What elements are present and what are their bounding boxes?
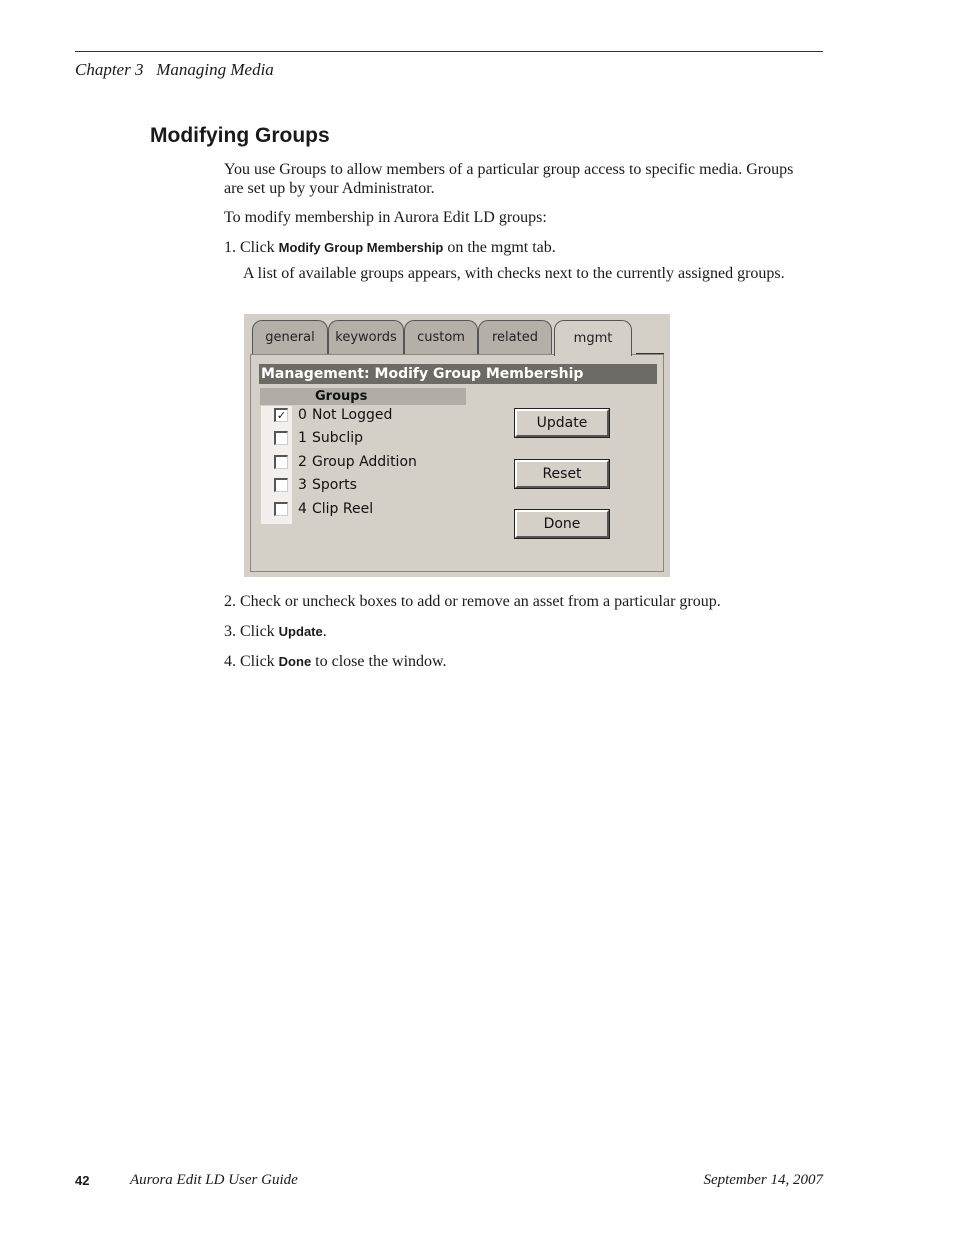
step-4	[224, 652, 804, 671]
group-row-0	[274, 405, 392, 425]
reset-button[interactable]: Reset	[515, 460, 609, 488]
step-1	[224, 238, 804, 257]
group-number: 4	[298, 501, 307, 517]
instruction-lead: To modify membership in Aurora Edit LD groups:	[224, 209, 547, 226]
step-3-suffix: .	[322, 623, 327, 640]
step-1-prefix: 1. Click	[224, 239, 279, 256]
step-1-suffix: on the mgmt tab.	[443, 239, 556, 256]
group-name: Not Logged	[312, 407, 393, 423]
done-button[interactable]: Done	[515, 510, 609, 538]
group-name: Sports	[312, 477, 357, 493]
group-row-4	[274, 499, 373, 519]
panel-title: Management: Modify Group Membership	[259, 364, 657, 384]
tab-general[interactable]: general	[252, 320, 328, 354]
checkbox-group-addition[interactable]	[274, 455, 288, 469]
group-number: 2	[298, 454, 307, 470]
group-row-3	[274, 475, 357, 495]
tab-keywords[interactable]: keywords	[328, 320, 404, 354]
group-number: 1	[298, 430, 307, 446]
page-number: 42	[75, 1173, 90, 1188]
checkbox-clip-reel[interactable]	[274, 502, 288, 516]
modify-group-membership-screenshot	[244, 314, 670, 577]
group-name: Clip Reel	[312, 501, 374, 517]
step-4-suffix: to close the window.	[311, 653, 447, 670]
step-2: 2. Check or uncheck boxes to add or remove an asset from a particular group.	[224, 593, 721, 610]
guide-title: Aurora Edit LD User Guide	[130, 1172, 298, 1188]
intro-paragraph: You use Groups to allow members of a particular group access to specific media. Groups are set up by your Administrator.	[224, 161, 794, 197]
tab-custom[interactable]: custom	[404, 320, 478, 354]
checkbox-sports[interactable]	[274, 478, 288, 492]
ui-ref-done: Done	[278, 654, 312, 669]
update-button[interactable]: Update	[515, 409, 609, 437]
group-number: 3	[298, 477, 307, 493]
step-4-prefix: 4. Click	[224, 653, 279, 670]
checkbox-not-logged[interactable]: ✓	[274, 408, 288, 422]
group-row-2	[274, 452, 417, 472]
step-3	[224, 622, 804, 641]
tab-mgmt[interactable]: mgmt	[554, 320, 632, 356]
group-row-1	[274, 428, 363, 448]
tab-related[interactable]: related	[478, 320, 552, 354]
group-number: 0	[298, 407, 307, 423]
checkbox-subclip[interactable]	[274, 431, 288, 445]
ui-ref-update: Update	[278, 624, 323, 639]
section-title: Modifying Groups	[150, 124, 330, 147]
step-3-prefix: 3. Click	[224, 623, 279, 640]
ui-ref-modify-group-membership: Modify Group Membership	[278, 240, 444, 255]
group-name: Group Addition	[312, 454, 417, 470]
groups-column-header: Groups	[260, 388, 466, 405]
group-name: Subclip	[312, 430, 364, 446]
step-1-note: A list of available groups appears, with checks next to the currently assigned groups.	[243, 265, 785, 282]
chapter-heading: Chapter 3 Managing Media	[75, 60, 274, 79]
publication-date: September 14, 2007	[703, 1172, 823, 1188]
header-rule	[75, 51, 823, 52]
